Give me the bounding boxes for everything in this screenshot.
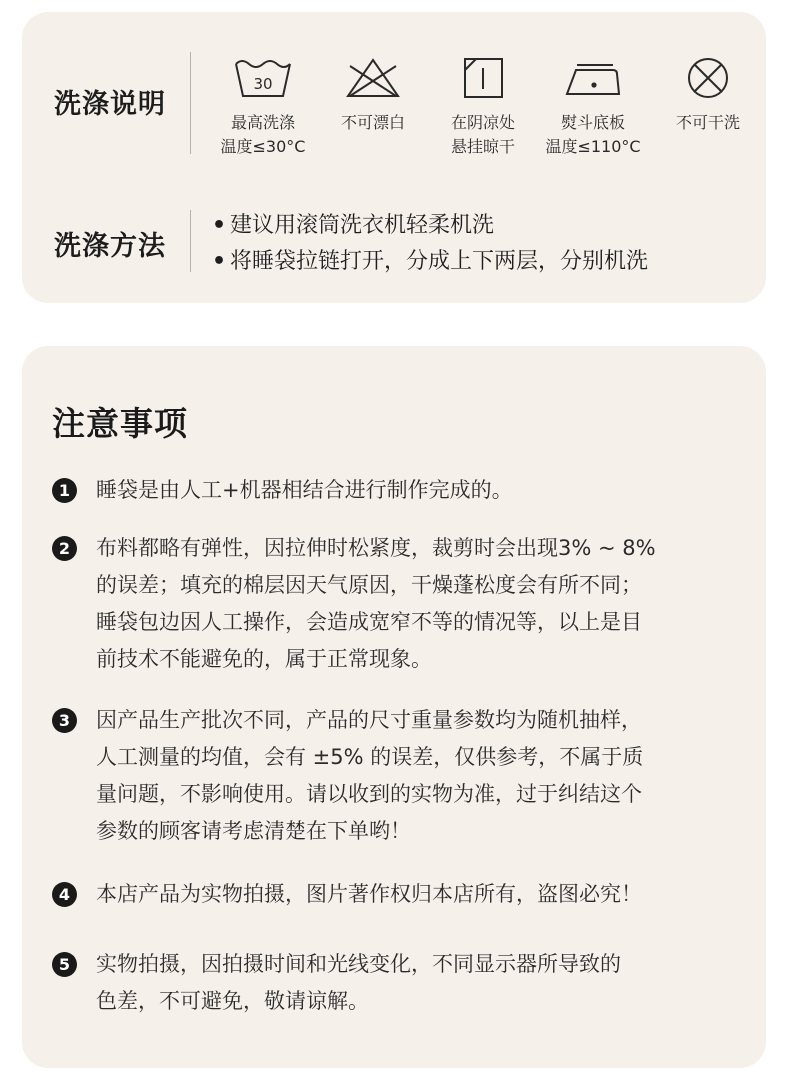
notice-text: 人工测量的均值，会有 ±5% 的误差，仅供参考，不属于质 bbox=[96, 745, 644, 769]
care-symbol-text: 熨斗底板 bbox=[560, 113, 625, 132]
notice-text: 色差，不可避免，敬请谅解。 bbox=[96, 989, 369, 1013]
divider bbox=[190, 210, 191, 272]
wash-method-list bbox=[212, 208, 648, 280]
iron-low-icon bbox=[562, 56, 624, 102]
notice-text: 实物拍摄，因拍摄时间和光线变化，不同显示器所导致的 bbox=[96, 952, 621, 976]
number-badge: 3 bbox=[52, 708, 77, 733]
no-dry-clean-icon bbox=[677, 56, 739, 102]
wash-method-label: 洗涤方法 bbox=[54, 231, 166, 262]
care-symbol-wash bbox=[208, 56, 318, 159]
number-badge: 4 bbox=[52, 882, 77, 907]
bullet: • bbox=[212, 213, 227, 238]
method-text: 将睡袋拉链打开，分成上下两层，分别机洗 bbox=[230, 249, 649, 274]
number-badge: 2 bbox=[52, 536, 77, 561]
notice-text: 参数的顾客请考虑清楚在下单哟！ bbox=[96, 819, 411, 843]
notice-text: 本店产品为实物拍摄，图片著作权归本店所有，盗图必究！ bbox=[96, 882, 642, 906]
notice-text: 的误差；填充的棉层因天气原因，干燥蓬松度会有所不同； bbox=[96, 573, 642, 597]
line-dry-shade-icon bbox=[452, 56, 514, 102]
care-symbol-text: 不可漂白 bbox=[340, 113, 405, 132]
divider bbox=[190, 52, 191, 154]
list-item bbox=[212, 208, 648, 244]
care-symbol-text: 不可干洗 bbox=[675, 113, 740, 132]
notice-title: 注意事项 bbox=[52, 404, 188, 443]
bullet: • bbox=[212, 249, 227, 274]
wash-temp-badge: 30 bbox=[253, 75, 273, 93]
care-symbol-text: 最高洗涤 bbox=[230, 113, 295, 132]
care-symbol-dryclean bbox=[653, 56, 763, 135]
care-symbol-bleach bbox=[318, 56, 428, 135]
notice-text: 因产品生产批次不同，产品的尺寸重量参数均为随机抽样， bbox=[96, 708, 642, 732]
wash-instructions-label: 洗涤说明 bbox=[54, 89, 166, 120]
notice-text: 前技术不能避免的，属于正常现象。 bbox=[96, 647, 432, 671]
notice-text: 睡袋是由人工+机器相结合进行制作完成的。 bbox=[96, 478, 513, 502]
care-symbol-dry bbox=[428, 56, 538, 159]
care-symbol-text: 温度≤30°C bbox=[220, 137, 306, 156]
care-symbol-text: 温度≤110°C bbox=[545, 137, 641, 156]
wash-30-icon bbox=[232, 56, 294, 102]
notice-text: 布料都略有弹性，因拉伸时松紧度，裁剪时会出现3% ~ 8% bbox=[96, 536, 656, 560]
care-symbol-text: 悬挂晾干 bbox=[450, 137, 515, 156]
notice-text: 睡袋包边因人工操作，会造成宽窄不等的情况等，以上是目 bbox=[96, 610, 642, 634]
notice-text: 量问题，不影响使用。请以收到的实物为准，过于纠结这个 bbox=[96, 782, 642, 806]
number-badge: 5 bbox=[52, 952, 77, 977]
care-symbol-text: 在阴凉处 bbox=[450, 113, 515, 132]
care-symbol-iron bbox=[538, 56, 648, 159]
number-badge: 1 bbox=[52, 478, 77, 503]
care-instructions-card bbox=[22, 12, 766, 303]
list-item bbox=[212, 244, 648, 280]
notice-card bbox=[22, 346, 766, 1068]
method-text: 建议用滚筒洗衣机轻柔机洗 bbox=[230, 213, 495, 238]
no-bleach-icon bbox=[342, 56, 404, 102]
